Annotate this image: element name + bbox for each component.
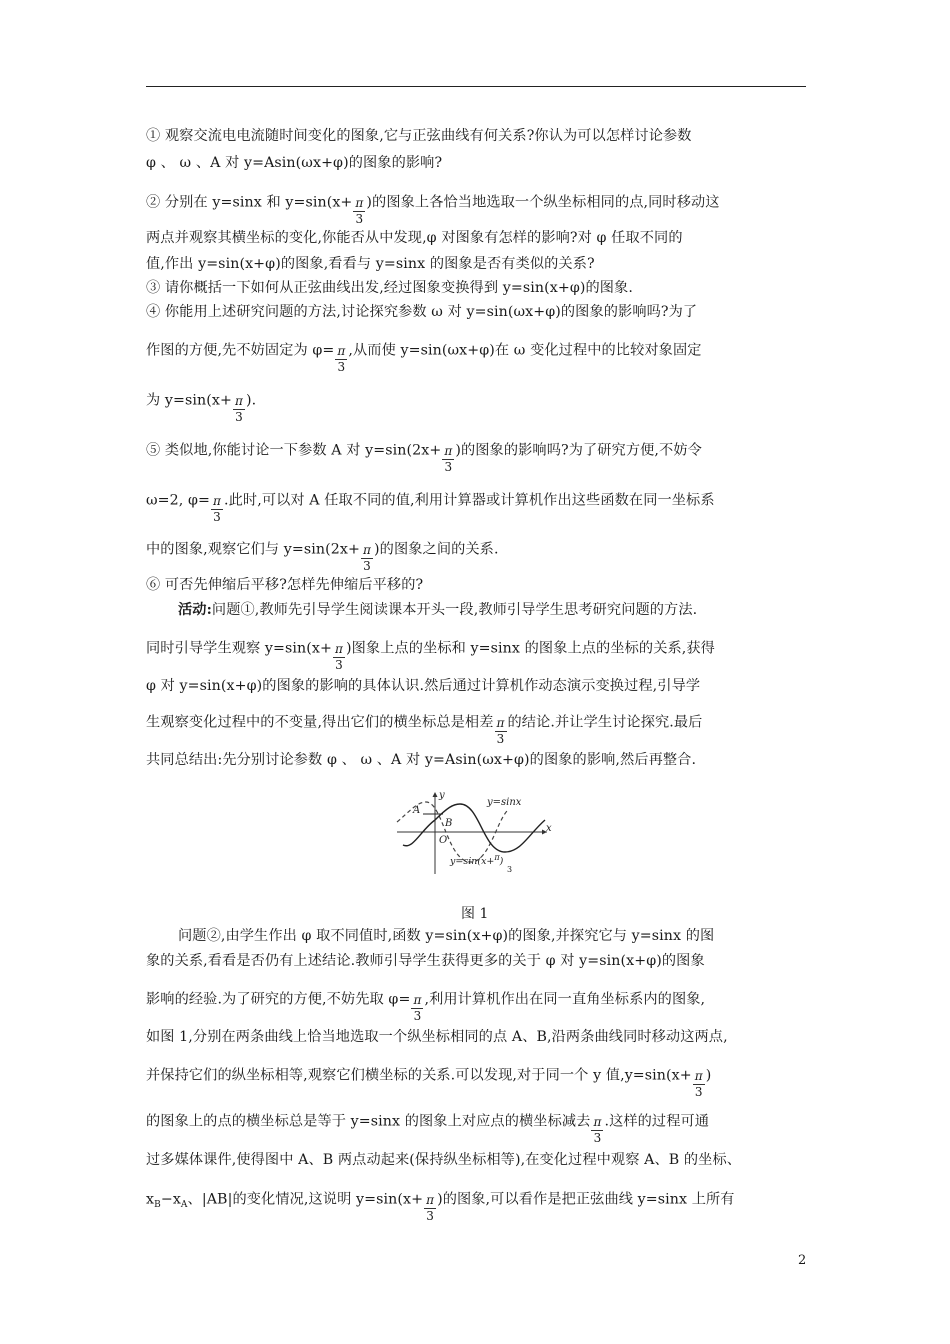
text-line-10: ⑤ 类似地,你能讨论一下参数 A 对 y=sin(2x+ $\frac{\pi}{3}$ )的图象的影响吗?为了研究方便,不妨令 <box>146 442 702 474</box>
curve-label-sine: y=sinx <box>487 797 522 808</box>
fraction: $\frac{\pi}{3}$ <box>694 1069 703 1099</box>
text-line-5: 值,作出 y=sin(x+φ)的图象,看看与 y=sinx 的图象是否有类似的关系? <box>146 256 595 272</box>
fraction: $\frac{\pi}{3}$ <box>234 394 243 424</box>
text-line-18: 共同总结出:先分别讨论参数 φ 、 ω 、A 对 y=Asin(ωx+φ)的图象的影响,然后再整合. <box>146 752 697 768</box>
page-number: 2 <box>798 1253 807 1268</box>
header-rule <box>146 86 806 87</box>
text-line-22: 如图 1,分别在两条曲线上恰当地选取一个纵坐标相同的点 A、B,沿两条曲线同时移动这两点, <box>146 1029 728 1045</box>
text-line-11: ω=2, φ= $\frac{\pi}{3}$ .此时,可以对 A 任取不同的值,利用计算器或计算机作出这些函数在同一坐标系 <box>146 492 715 524</box>
fraction: $\frac{\pi}{3}$ <box>496 716 505 746</box>
text-line-2: φ 、 ω 、A 对 y=Asin(ωx+φ)的图象的影响? <box>146 155 443 171</box>
figure-caption: 图 1 <box>461 906 489 922</box>
axis-label-x: x <box>546 823 552 834</box>
text-line-16: φ 对 y=sin(x+φ)的图象的影响的具体认识.然后通过计算机作动态演示变换过程,引导学 <box>146 678 701 694</box>
text-line-14: 活动:问题①,教师先引导学生阅读课本开头一段,教师引导学生思考研究问题的方法. <box>178 602 698 618</box>
point-a-label: A <box>413 805 421 816</box>
text-line-1: ① 观察交流电电流随时间变化的图象,它与正弦曲线有何关系?你认为可以怎样讨论参数 <box>146 128 692 144</box>
curve-label-shifted-denominator: 3 <box>507 865 513 874</box>
fraction: $\frac{\pi}{3}$ <box>444 444 453 474</box>
curve-label-shifted: y=sin(x+$^\pi$) <box>450 853 504 867</box>
text-line-6: ③ 请你概括一下如何从正弦曲线出发,经过图象变换得到 y=sin(x+φ)的图象. <box>146 280 633 296</box>
text-line-12: 中的图象,观察它们与 y=sin(2x+ $\frac{\pi}{3}$ )的图象之间的关系. <box>146 541 499 573</box>
sine-graph-figure <box>395 790 555 875</box>
fraction: $\frac{\pi}{3}$ <box>413 993 422 1023</box>
text-line-20: 象的关系,看看是否仍有上述结论.教师引导学生获得更多的关于 φ 对 y=sin(x+φ)的图象 <box>146 953 705 969</box>
fraction: $\frac{\pi}{3}$ <box>593 1115 602 1145</box>
origin-label: O <box>439 835 448 846</box>
point-b-label: B <box>445 818 453 829</box>
text-line-26: $x_B-x_A$、|AB|的变化情况,这说明 y=sin(x+ $\frac{\pi}{3}$ )的图象,可以看作是把正弦曲线 y=sinx 上所有 <box>146 1191 735 1223</box>
text-line-3: ② 分别在 y=sinx 和 y=sin(x+ $\frac{\pi}{3}$ )的图象上各恰当地选取一个纵坐标相同的点,同时移动这 <box>146 194 720 226</box>
text-line-25: 过多媒体课件,使得图中 A、B 两点动起来(保持纵坐标相等),在变化过程中观察 A、B 的坐标、 <box>146 1152 742 1168</box>
y-axis-arrow <box>433 792 438 797</box>
text-line-23: 并保持它们的纵坐标相等,观察它们横坐标的关系.可以发现,对于同一个 y 值,y=sin(x+ $\frac{\pi}{3}$ ) <box>146 1067 712 1099</box>
text-line-17: 生观察变化过程中的不变量,得出它们的横坐标总是相差 $\frac{\pi}{3}$ 的结论.并让学生讨论探究.最后 <box>146 714 703 746</box>
text-line-9: 为 y=sin(x+ $\frac{\pi}{3}$ ). <box>146 392 257 424</box>
text-line-7: ④ 你能用上述研究问题的方法,讨论探究参数 ω 对 y=sin(ωx+φ)的图象的影响吗?为了 <box>146 304 698 320</box>
curve-sine <box>403 804 545 852</box>
text-line-4: 两点并观察其横坐标的变化,你能否从中发现,φ 对图象有怎样的影响?对 φ 任取不同的 <box>146 230 683 246</box>
fraction: $\frac{\pi}{3}$ <box>355 196 364 226</box>
fraction: $\frac{\pi}{3}$ <box>363 543 372 573</box>
text-line-21: 影响的经验.为了研究的方便,不妨先取 φ= $\frac{\pi}{3}$ ,利用计算机作出在同一直角坐标系内的图象, <box>146 991 706 1023</box>
text-line-13: ⑥ 可否先伸缩后平移?怎样先伸缩后平移的? <box>146 577 424 593</box>
fraction: $\frac{\pi}{3}$ <box>337 344 346 374</box>
axis-label-y: y <box>439 790 445 801</box>
fraction: $\frac{\pi}{3}$ <box>213 494 222 524</box>
text-line-8: 作图的方便,先不妨固定为 φ= $\frac{\pi}{3}$ ,从而使 y=sin(ωx+φ)在 ω 变化过程中的比较对象固定 <box>146 342 702 374</box>
text-line-24: 的图象上的点的横坐标总是等于 y=sinx 的图象上对应点的横坐标减去 $\frac{\pi}{3}$ .这样的过程可通 <box>146 1113 710 1145</box>
fraction: $\frac{\pi}{3}$ <box>426 1193 435 1223</box>
fraction: $\frac{\pi}{3}$ <box>335 642 343 672</box>
text-line-15: 同时引导学生观察 y=sin(x+ $\frac{\pi}{3}$ )图象上点的坐标和 y=sinx 的图象上点的坐标的关系,获得 <box>146 640 715 672</box>
text-line-19: 问题②,由学生作出 φ 取不同值时,函数 y=sin(x+φ)的图象,并探究它与 y=sinx 的图 <box>178 928 715 944</box>
